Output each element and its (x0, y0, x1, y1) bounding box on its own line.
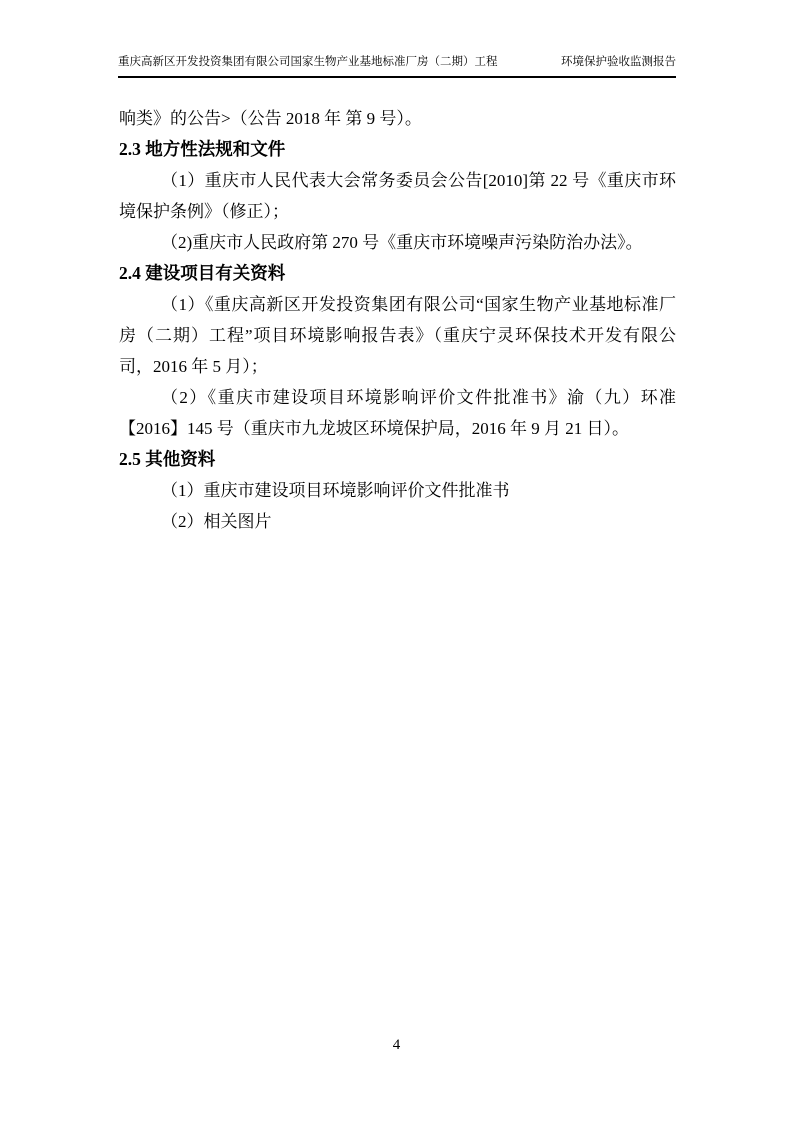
header-right-title: 环境保护验收监测报告 (561, 56, 676, 68)
paragraph-2-4-item-1: （1）《重庆高新区开发投资集团有限公司“国家生物产业基地标准厂房（二期）工程”项目环境影响报告表》（重庆宁灵环保技术开发有限公司，2016 年 5 月）； (119, 295, 676, 376)
paragraph-2-5-item-1: （1）重庆市建设项目环境影响评价文件批准书 (161, 481, 510, 500)
paragraph-2-5-item-2: （2）相关图片 (161, 512, 272, 531)
section-heading-2-3: 2.3 地方性法规和文件 (119, 139, 286, 159)
paragraph-2-4-item-2: （2）《重庆市建设项目环境影响评价文件批准书》渝（九）环准【2016】145 号（重庆市九龙坡区环境保护局，2016 年 9 月 21 日）。 (119, 388, 676, 438)
page-footer (0, 1036, 793, 1054)
paragraph-continuation: 响类》的公告>（公告 2018 年 第 9 号）。 (119, 109, 422, 128)
section-heading-2-4: 2.4 建设项目有关资料 (119, 263, 286, 283)
paragraph-2-3-item-2: （2)重庆市人民政府第 270 号《重庆市环境噪声污染防治办法》。 (161, 233, 643, 252)
header-left-title: 重庆高新区开发投资集团有限公司国家生物产业基地标准厂房（二期）工程 (118, 56, 498, 68)
paragraph-2-3-item-1: （1）重庆市人民代表大会常务委员会公告[2010]第 22 号《重庆市环境保护条例》（修正）； (119, 171, 676, 221)
section-heading-2-5: 2.5 其他资料 (119, 449, 216, 469)
page-header (118, 55, 676, 78)
document-content (119, 103, 676, 537)
page-number: 4 (392, 1037, 401, 1053)
